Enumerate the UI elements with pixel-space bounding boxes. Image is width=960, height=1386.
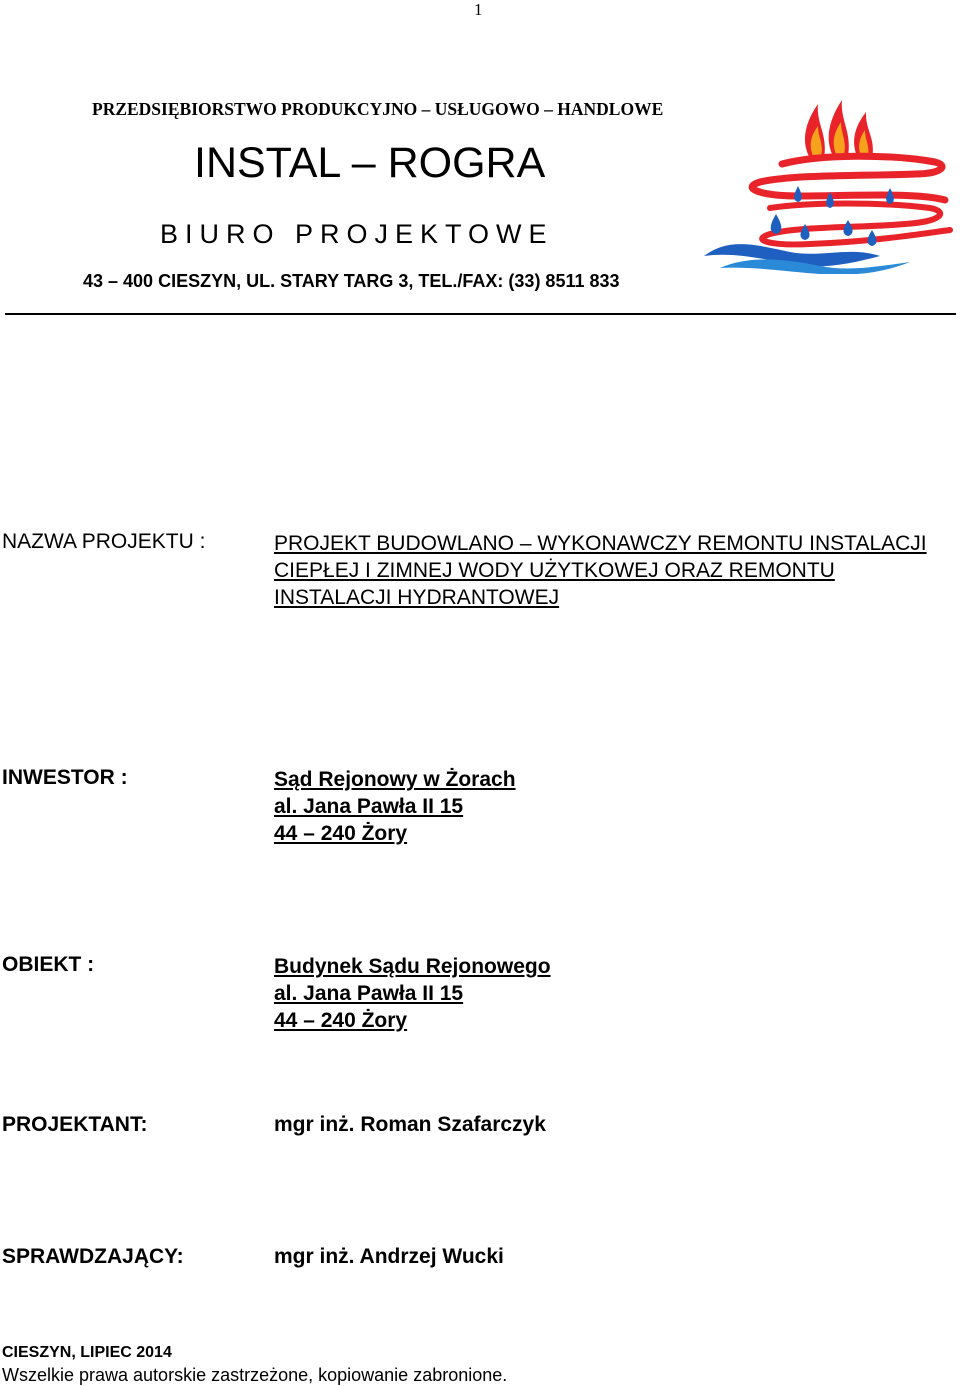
- footer-copyright: Wszelkie prawa autorskie zastrzeżone, kopiowanie zabronione.: [2, 1365, 508, 1385]
- project-name-line: PROJEKT BUDOWLANO – WYKONAWCZY REMONTU INSTALACJI: [274, 532, 927, 555]
- footer-date: CIESZYN, LIPIEC 2014: [2, 1344, 172, 1361]
- designer-value: mgr inż. Roman Szafarczyk: [274, 1113, 546, 1136]
- investor-value: [274, 766, 516, 847]
- object-value: [274, 953, 551, 1034]
- investor-line: Sąd Rejonowy w Żorach: [274, 768, 516, 791]
- project-name-label: NAZWA PROJEKTU :: [2, 530, 206, 553]
- flame-icon: [805, 104, 825, 158]
- investor-label: INWESTOR :: [2, 766, 128, 789]
- investor-line: 44 – 240 Żory: [274, 822, 408, 845]
- checker-label: SPRAWDZAJĄCY:: [2, 1245, 184, 1268]
- object-line: al. Jana Pawła II 15: [274, 982, 464, 1005]
- company-type: PRZEDSIĘBIORSTWO PRODUKCYJNO – USŁUGOWO – HANDLOWE: [92, 99, 664, 119]
- brand-name: INSTAL – ROGRA: [194, 139, 546, 187]
- office-name: BIURO PROJEKTOWE: [160, 219, 554, 249]
- company-address: 43 – 400 CIESZYN, UL. STARY TARG 3, TEL./FAX: (33) 8511 833: [83, 271, 620, 291]
- designer-label: PROJEKTANT:: [2, 1113, 148, 1136]
- object-line: 44 – 240 Żory: [274, 1009, 408, 1032]
- checker-value: mgr inż. Andrzej Wucki: [274, 1245, 504, 1268]
- footer: [2, 1342, 507, 1386]
- page-number: 1: [474, 0, 483, 19]
- project-name-line: INSTALACJI HYDRANTOWEJ: [274, 586, 560, 609]
- project-name-line: CIEPŁEJ I ZIMNEJ WODY UŻYTKOWEJ ORAZ REMONTU: [274, 559, 835, 582]
- flames-and-waves-logo: [700, 96, 956, 274]
- header-divider: [5, 313, 956, 315]
- investor-line: al. Jana Pawła II 15: [274, 795, 464, 818]
- flame-icon: [829, 100, 849, 156]
- flame-icon: [854, 112, 873, 158]
- object-line: Budynek Sądu Rejonowego: [274, 955, 551, 978]
- project-name-value: [274, 530, 927, 611]
- object-label: OBIEKT :: [2, 953, 95, 976]
